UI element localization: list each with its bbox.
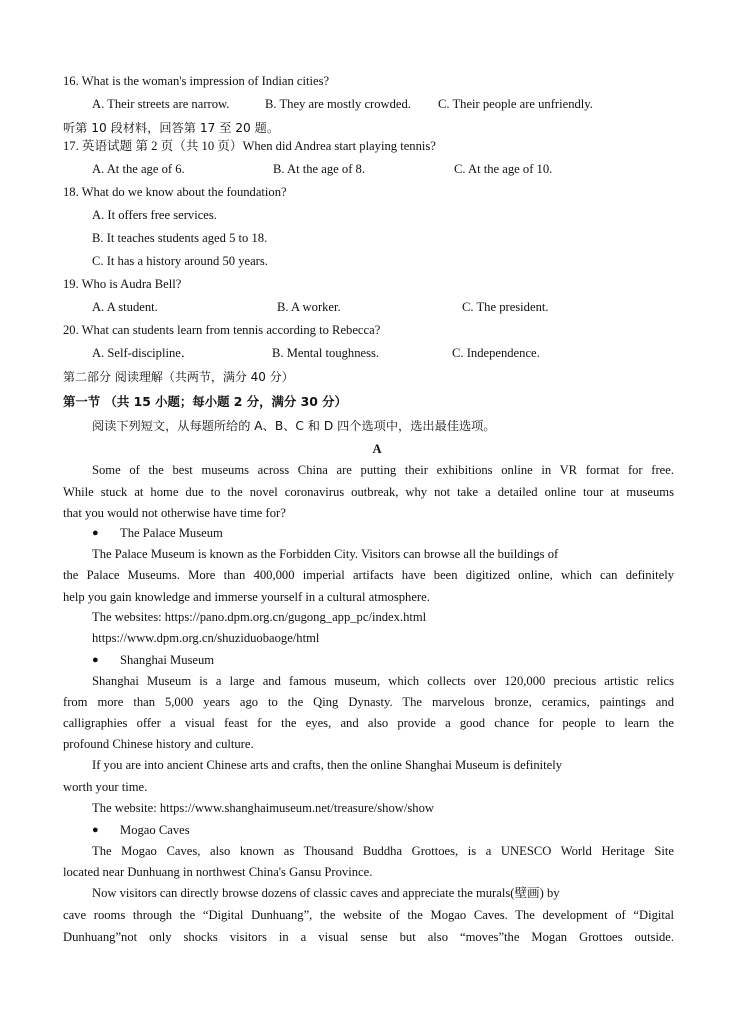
listening-section-note: 听第 10 段材料，回答第 17 至 20 题。	[63, 121, 280, 135]
question-16: 16. What is the woman's impression of Indian cities?	[63, 74, 330, 88]
palace-website-2: https://www.dpm.org.cn/shuziduobaoge/html	[92, 631, 320, 645]
mogao-line-3: Now visitors can directly browse dozens of classic caves and appreciate the murals(壁画) by	[92, 886, 560, 900]
palace-title: The Palace Museum	[120, 526, 223, 540]
bullet-icon: ●	[92, 824, 99, 836]
palace-line-2: the Palace Museums. More than 400,000 imperial artifacts have been digitized online, which can definitely	[63, 568, 674, 582]
shanghai-line-2-wrap	[63, 694, 674, 710]
shanghai-title: Shanghai Museum	[120, 653, 215, 667]
mogao-title: Mogao Caves	[120, 823, 190, 837]
shanghai-line-1-wrap	[92, 673, 674, 689]
q16-option-c: C. Their people are unfriendly.	[438, 97, 593, 111]
q17-option-b: B. At the age of 8.	[273, 162, 365, 176]
shanghai-line-4: profound Chinese history and culture.	[63, 737, 254, 751]
q20-option-c: C. Independence.	[452, 346, 540, 360]
shanghai-line-3-wrap	[63, 715, 674, 731]
q18-option-b: B. It teaches students aged 5 to 18.	[92, 231, 268, 245]
palace-line-2-wrap	[63, 567, 674, 583]
q20-option-a: A. Self-discipline．	[92, 346, 194, 360]
q16-option-b: B. They are mostly crowded.	[265, 97, 411, 111]
palace-line-3: help you gain knowledge and immerse yourself in a cultural atmosphere.	[63, 590, 430, 604]
q16-option-a: A. Their streets are narrow.	[92, 97, 230, 111]
intro-paragraph	[63, 462, 674, 478]
palace-line-1: The Palace Museum is known as the Forbidden City. Visitors can browse all the buildings of	[92, 547, 559, 561]
mogao-line-1: The Mogao Caves, also known as Thousand Buddha Grottoes, is a UNESCO World Heritage Site	[92, 844, 674, 858]
mogao-line-2: located near Dunhuang in northwest China's Gansu Province.	[63, 865, 373, 879]
mogao-line-1-wrap	[92, 843, 674, 859]
shanghai-line-6: worth your time.	[63, 780, 148, 794]
q18-option-c: C. It has a history around 50 years.	[92, 254, 268, 268]
mogao-line-4-wrap	[63, 907, 674, 923]
shanghai-line-1: Shanghai Museum is a large and famous museum, which collects over 120,000 precious artistic relics	[92, 674, 674, 688]
question-17: 17. 英语试题 第 2 页（共 10 页）When did Andrea start playing tennis?	[63, 139, 436, 153]
part-two-heading: 第二部分 阅读理解（共两节，满分 40 分）	[63, 370, 294, 384]
shanghai-line-3: calligraphies offer a visual feast for the eyes, and also provide a good chance for people to learn the	[63, 716, 674, 730]
shanghai-website: The website: https://www.shanghaimuseum.net/treasure/show/show	[92, 801, 434, 815]
reading-instruction: 阅读下列短文，从每题所给的 A、B、C 和 D 四个选项中，选出最佳选项。	[92, 419, 496, 433]
shanghai-line-5: If you are into ancient Chinese arts and crafts, then the online Shanghai Museum is definitely	[92, 758, 563, 772]
intro-line-3: that you would not otherwise have time for?	[63, 506, 286, 520]
q18-option-a: A. It offers free services.	[92, 208, 217, 222]
mogao-line-5: Dunhuang”not only shocks visitors in a visual sense but also “moves”the Mogan Grottoes outside.	[63, 930, 674, 944]
q20-option-b: B. Mental toughness.	[272, 346, 380, 360]
q17-option-a: A. At the age of 6.	[92, 162, 185, 176]
intro-line-2-wrap	[63, 484, 674, 500]
question-19: 19. Who is Audra Bell?	[63, 277, 182, 291]
q19-option-c: C. The president.	[462, 300, 549, 314]
bullet-icon: ●	[92, 527, 99, 539]
passage-letter: A	[372, 442, 382, 456]
question-18: 18. What do we know about the foundation?	[63, 185, 287, 199]
intro-line-2: While stuck at home due to the novel coronavirus outbreak, why not take a detailed online tour at museums	[63, 485, 674, 499]
q19-option-a: A. A student.	[92, 300, 158, 314]
section-one-heading: 第一节 （共 15 小题；每小题 2 分，满分 30 分）	[63, 394, 347, 409]
mogao-line-4: cave rooms through the “Digital Dunhuang”, the website of the Mogao Caves. The development of “Digital	[63, 908, 674, 922]
q17-option-c: C. At the age of 10.	[454, 162, 553, 176]
bullet-icon: ●	[92, 654, 99, 666]
mogao-line-5-wrap	[63, 929, 674, 945]
intro-line-1: Some of the best museums across China are putting their exhibitions online in VR format for free.	[92, 463, 674, 477]
q19-option-b: B. A worker.	[277, 300, 341, 314]
shanghai-line-2: from more than 5,000 years ago to the Qing Dynasty. The marvelous bronze, ceramics, paintings and	[63, 695, 674, 709]
question-20: 20. What can students learn from tennis according to Rebecca?	[63, 323, 381, 337]
palace-website-1: The websites: https://pano.dpm.org.cn/gugong_app_pc/index.html	[92, 610, 427, 624]
